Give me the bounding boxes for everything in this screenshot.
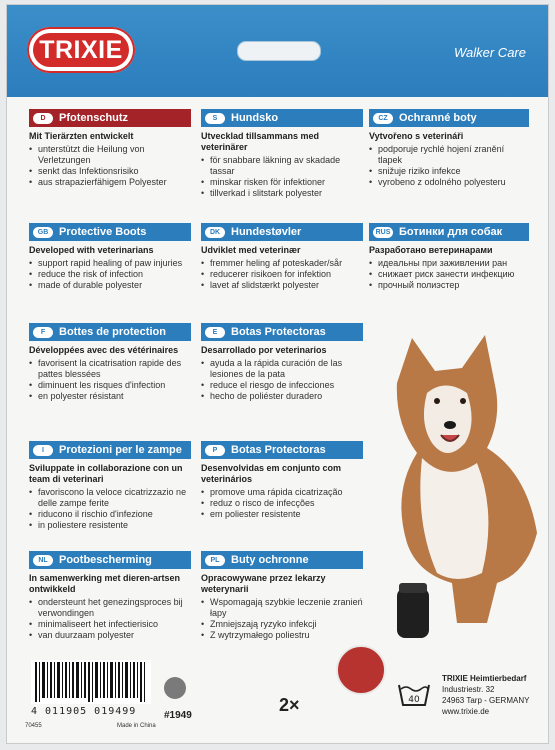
quantity-label: 2× (279, 695, 300, 715)
barcode-number: 4 011905 019499 (31, 706, 137, 717)
section-title: Botas Protectoras (231, 326, 326, 338)
section-title: Botas Protectoras (231, 444, 326, 456)
language-badge: I (33, 445, 53, 456)
section-subtitle: Desarrollado por veterinarios (201, 345, 327, 355)
list-item: • прочный полиэстер (369, 280, 529, 291)
address-city: 24963 Tarp - GERMANY (442, 696, 530, 705)
section-subtitle: In samenwerking met dieren-artsen ontwikkeld (29, 573, 181, 594)
logo-text: TRIXIE (33, 33, 129, 67)
section-it (29, 441, 191, 531)
list-item: • för snabbare läkning av skadade tassar (201, 155, 363, 177)
list-item: • promove uma rápida cicatrização (201, 487, 363, 498)
hang-hole (237, 41, 321, 61)
section-header (201, 551, 363, 569)
section-header (29, 323, 191, 341)
list-item: • diminuent les risques d'infection (29, 380, 191, 391)
section-gb (29, 223, 191, 291)
section-nl (29, 551, 191, 641)
language-badge: S (205, 113, 225, 124)
section-subtitle: Opracowywane przez lekarzy weterynarii (201, 573, 326, 594)
language-badge: E (205, 327, 225, 338)
list-item: • support rapid healing of paw injuries (29, 258, 191, 269)
section-subtitle: Developed with veterinarians (29, 245, 154, 255)
section-title: Hundsko (231, 112, 279, 124)
language-badge: D (33, 113, 53, 124)
language-badge: DK (205, 227, 225, 238)
list-item: • hecho de poliéster duradero (201, 391, 363, 402)
section-title: Protezioni per le zampe (59, 444, 182, 456)
list-item: • minimaliseert het infectierisico (29, 619, 191, 630)
article-number: #1949 (164, 710, 192, 721)
list-item: • senkt das Infektionsrisiko (29, 166, 191, 177)
list-item: • podporuje rychlé hojení zranění tlapek (369, 144, 529, 166)
list-item: • in poliestere resistente (29, 520, 191, 531)
made-in-label: Made in China (117, 723, 156, 729)
list-item: • em poliester resistente (201, 509, 363, 520)
section-title: Buty ochronne (231, 554, 309, 566)
list-item: • snižuje riziko infekce (369, 166, 529, 177)
section-header (201, 109, 363, 127)
section-title: Ochranné boty (399, 112, 477, 124)
dog-image (377, 323, 542, 653)
section-header (201, 223, 363, 241)
language-badge: GB (33, 227, 53, 238)
language-badge: RUS (373, 227, 393, 238)
section-subtitle: Vytvořeno s veterináři (369, 131, 464, 141)
section-es (201, 323, 363, 402)
language-badge: F (33, 327, 53, 338)
wash-temp: 40 (408, 695, 420, 705)
recycle-icon (164, 677, 186, 699)
list-item: • Wspomagają szybkie leczenie zranień łapy (201, 597, 363, 619)
language-badge: CZ (373, 113, 393, 124)
list-item: • riducono il rischio d'infezione (29, 509, 191, 520)
section-subtitle: Développées avec des vétérinaires (29, 345, 179, 355)
barcode-bars (31, 660, 151, 704)
section-header (201, 441, 363, 459)
list-item: • van duurzaam polyester (29, 630, 191, 641)
section-header (29, 441, 191, 459)
section-se (201, 109, 363, 199)
section-pt (201, 441, 363, 520)
section-title: Pfotenschutz (59, 112, 129, 124)
address-company: TRIXIE Heimtierbedarf (442, 674, 527, 683)
section-header (369, 109, 529, 127)
list-item: • vyrobeno z odolného polyesteru (369, 177, 529, 188)
section-header (369, 223, 529, 241)
language-badge: P (205, 445, 225, 456)
section-header (29, 109, 191, 127)
list-item: • unterstützt die Heilung von Verletzungen (29, 144, 191, 166)
section-pl (201, 551, 363, 641)
trixie-logo (27, 27, 135, 73)
address-street: Industriestr. 32 (442, 685, 495, 694)
list-item: • en polyester résistant (29, 391, 191, 402)
list-item: • lavet af slidstærkt polyester (201, 280, 363, 291)
section-title: Protective Boots (59, 226, 147, 238)
section-subtitle: Utvecklad tillsammans med veterinärer (201, 131, 320, 152)
packaging-card (6, 4, 549, 744)
section-de (29, 109, 191, 188)
section-subtitle: Desenvolvidas em conjunto com veterinários (201, 463, 342, 484)
list-item: • favoriscono la veloce cicatrizzazio ne delle zampe ferite (29, 487, 191, 509)
language-badge: NL (33, 555, 53, 566)
address-block (442, 673, 529, 717)
wash-40-icon (397, 679, 431, 711)
list-item: • снижает риск занести инфекцию (369, 269, 529, 280)
list-item: • made of durable polyester (29, 280, 191, 291)
list-item: • ayuda a la rápida curación de las lesiones de la pata (201, 358, 363, 380)
list-item: • minskar risken för infektioner (201, 177, 363, 188)
section-subtitle: Разработано ветеринарами (369, 245, 493, 255)
list-item: • reducerer risikoen for infektion (201, 269, 363, 280)
list-item: • ondersteunt het genezingsproces bij verwondingen (29, 597, 191, 619)
section-title: Ботинки для собак (399, 226, 503, 238)
section-fr (29, 323, 191, 402)
section-subtitle: Udviklet med veterinær (201, 245, 301, 255)
no-water-icon (336, 645, 386, 695)
list-item: • Zmniejszają ryzyko infekcji (201, 619, 363, 630)
section-header (29, 223, 191, 241)
list-item: • идеальны при заживлении ран (369, 258, 529, 269)
section-header (201, 323, 363, 341)
section-title: Pootbescherming (59, 554, 152, 566)
language-badge: PL (205, 555, 225, 566)
section-dk (201, 223, 363, 291)
section-subtitle: Sviluppate in collaborazione con un team di veterinari (29, 463, 183, 484)
list-item: • fremmer heling af poteskader/sår (201, 258, 363, 269)
header-band (7, 5, 548, 97)
section-title: Hundestøvler (231, 226, 302, 238)
small-code: 70455 (25, 723, 42, 729)
section-header (29, 551, 191, 569)
section-subtitle: Mit Tierärzten entwickelt (29, 131, 134, 141)
product-line: Walker Care (453, 45, 526, 60)
list-item: • reduz o risco de infecções (201, 498, 363, 509)
barcode (25, 660, 155, 720)
list-item: • reduce el riesgo de infecciones (201, 380, 363, 391)
list-item: • tillverkad i slitstark polyester (201, 188, 363, 199)
section-cz (369, 109, 529, 188)
list-item: • favorisent la cicatrisation rapide des pattes blessées (29, 358, 191, 380)
list-item: • Z wytrzymałego poliestru (201, 630, 363, 641)
list-item: • aus strapazierfähigem Polyester (29, 177, 191, 188)
section-rus (369, 223, 529, 291)
list-item: • reduce the risk of infection (29, 269, 191, 280)
section-title: Bottes de protection (59, 326, 166, 338)
address-web: www.trixie.de (442, 707, 490, 716)
